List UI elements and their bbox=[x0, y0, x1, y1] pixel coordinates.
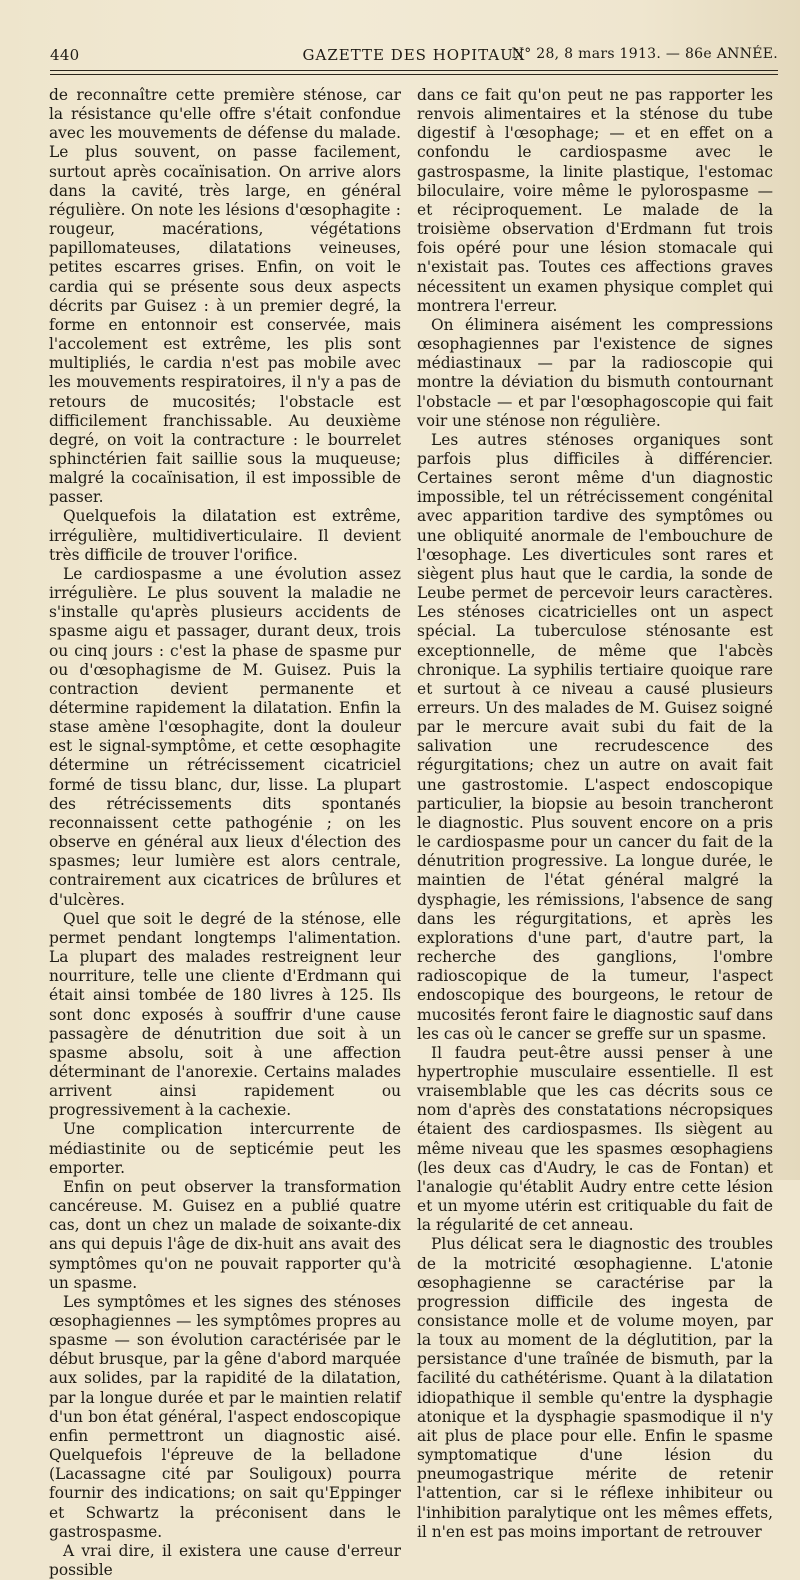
paragraph: dans ce fait qu'on peut ne pas rapporter les renvois alimentaires et la sténose du tube digestif à l'œsophage; — et en effet on a confondu le cardiospasme avec le gastrospasme, la linite plastique, l'estomac biloculaire, voire même le pylorospasme — et réciproquement. Le malade de la troisième observation d'Erdmann fut trois fois opéré pour une lésion stomacale qui n'existait pas. Toutes ces affections graves nécessitent un examen physique complet qui montrera l'erreur. bbox=[417, 86, 773, 315]
paragraph: de reconnaître cette première sténose, car la résistance qu'elle offre s'était confondue avec les mouvements de défense du malade. Le plus souvent, on passe facilement, surtout après cocaïnisation. On arrive alors dans la cavité, très large, en général régulière. On note les lésions d'œsophagite : rougeur, macérations, végétations papillomateuses, dilatations veineuses, petites escarres grises. Enfin, on voit le cardia qui se présente sous deux aspects décrits par Guisez : à un premier degré, la forme en entonnoir est conservée, mais l'accolement est extrême, les plis sont multipliés, le cardia n'est pas mobile avec les mouvements respiratoires, il n'y a pas de retours de mucosités; l'obstacle est difficilement franchissable. Au deuxième degré, on voit la contracture : le bourrelet sphinctérien fait saillie sous la muqueuse; malgré la cocaïnisation, il est impossible de passer. bbox=[49, 86, 401, 507]
header-rule-top bbox=[50, 70, 778, 71]
running-header bbox=[50, 40, 778, 68]
paragraph: On éliminera aisément les compressions œsophagiennes par l'existence de signes médiastinaux — par la radioscopie qui montre la déviation du bismuth contournant l'obstacle — et par l'œsophagoscopie qui fait voir une sténose non régulière. bbox=[417, 315, 773, 430]
journal-title: GAZETTE DES HOPITAUX bbox=[302, 46, 526, 64]
paragraph: Les symptômes et les signes des sténoses œsophagiennes — les symptômes propres au spasme — son évolution caractérisée par le début brusque, par la gêne d'abord marquée aux solides, par la rapidité de la dilatation, par la longue durée et par le maintien relatif d'un bon état général, l'aspect endoscopique enfin permettront un diagnostic aisé. Quelquefois l'épreuve de la belladone (Lacassagne cité par Souligoux) pourra fournir des indications; on sait qu'Eppinger et Schwartz la préconisent dans le gastrospasme. bbox=[49, 1292, 401, 1541]
paragraph: Les autres sténoses organiques sont parfois plus difficiles à différencier. Certaines seront même d'un diagnostic impossible, tel un rétrécissement congénital avec apparition tardive des symptômes ou une obliquité anormale de l'embouchure de l'œsophage. Les diverticules sont rares et siègent plus haut que le cardia, la sonde de Leube permet de percevoir leurs caractères. Les sténoses cicatricielles ont un aspect spécial. La tuberculose sténosante est exceptionnelle, de même que l'abcès chronique. La syphilis tertiaire quoique rare et surtout à ce niveau a causé plusieurs erreurs. Un des malades de M. Guisez soigné par le mercure avait subi du fait de la salivation une recrudescence des régurgitations; chez un autre on avait fait une gastrostomie. L'aspect endoscopique particulier, la biopsie au besoin trancheront le diagnostic. Plus souvent encore on a pris le cardiospasme pour un cancer du fait de la dénutrition progressive. La longue durée, le maintien de l'état général malgré la dysphagie, les rémissions, l'absence de sang dans les régurgitations, et après les explorations d'une part, d'autre part, la recherche des ganglions, l'ombre radioscopique de la tumeur, l'aspect endoscopique des bourgeons, le retour de mucosités feront faire le diagnostic sauf dans les cas où le cancer se greffe sur un spasme. bbox=[417, 430, 773, 1043]
right-column bbox=[417, 86, 773, 1542]
page-number: 440 bbox=[50, 46, 80, 64]
paragraph: Enfin on peut observer la transformation cancéreuse. M. Guisez en a publié quatre cas, dont un chez un malade de soixante-dix ans qui depuis l'âge de dix-huit ans avait des symptômes qu'on ne pouvait rapporter qu'à un spasme. bbox=[49, 1177, 401, 1292]
paragraph: Plus délicat sera le diagnostic des troubles de la motricité œsophagienne. L'atonie œsophagienne se caractérise par la progression difficile des ingesta de consistance molle et de volume moyen, par la toux au moment de la déglutition, par la persistance d'une traînée de bismuth, par la facilité du cathétérisme. Quant à la dilatation idiopathique il semble qu'entre la dysphagie atonique et la dysphagie spasmodique il n'y ait plus de place pour elle. Enfin le spasme symptomatique d'une lésion du pneumogastrique mérite de retenir l'attention, car si le réflexe inhibiteur ou l'inhibition paralytique ont les mêmes effets, il n'en est pas moins important de retrouver bbox=[417, 1235, 773, 1541]
paragraph: Une complication intercurrente de médiastinite ou de septicémie peut les emporter. bbox=[49, 1120, 401, 1177]
left-column bbox=[49, 86, 401, 1580]
paragraph: Le cardiospasme a une évolution assez irrégulière. Le plus souvent la maladie ne s'installe qu'après plusieurs accidents de spasme aigu et passager, durant deux, trois ou cinq jours : c'est la phase de spasme pur ou d'œsophagisme de M. Guisez. Puis la contraction devient permanente et détermine rapidement la dilatation. Enfin la stase amène l'œsophagite, dont la douleur est le signal-symptôme, et cette œsophagite détermine un rétrécissement cicatriciel formé de tissu blanc, dur, lisse. La plupart des rétrécissements dits spontanés reconnaissent cette pathogénie ; on les observe en général aux lieux d'élection des spasmes; leur lumière est alors centrale, contrairement aux cicatrices de brûlures et d'ulcères. bbox=[49, 564, 401, 909]
paragraph: Quel que soit le degré de la sténose, elle permet pendant longtemps l'alimentation. La plupart des malades restreignent leur nourriture, telle une cliente d'Erdmann qui était ainsi tombée de 180 livres à 125. Ils sont donc exposés à souffrir d'une cause passagère de dénutrition due soit à un spasme absolu, soit à une affection déterminant de l'anorexie. Certains malades arrivent ainsi rapidement ou progressivement à la cachexie. bbox=[49, 909, 401, 1120]
header-rule-bottom bbox=[50, 74, 778, 75]
paragraph: A vrai dire, il existera une cause d'erreur possible bbox=[49, 1541, 401, 1580]
paragraph: Quelquefois la dilatation est extrême, irrégulière, multidiverticulaire. Il devient très difficile de trouver l'orifice. bbox=[49, 507, 401, 564]
issue-date: N° 28, 8 mars 1913. — 86e ANNÉE. bbox=[511, 46, 778, 62]
paragraph: Il faudra peut-être aussi penser à une hypertrophie musculaire essentielle. Il est vraisemblable que les cas décrits sous ce nom d'après des constatations nécropsiques étaient des cardiospasmes. Ils siègent au même niveau que les spasmes œsophagiens (les deux cas d'Audry, le cas de Fontan) et l'analogie qu'établit Audry entre cette lésion et un myome utérin est critiquable du fait de la régularité de cet anneau. bbox=[417, 1043, 773, 1235]
